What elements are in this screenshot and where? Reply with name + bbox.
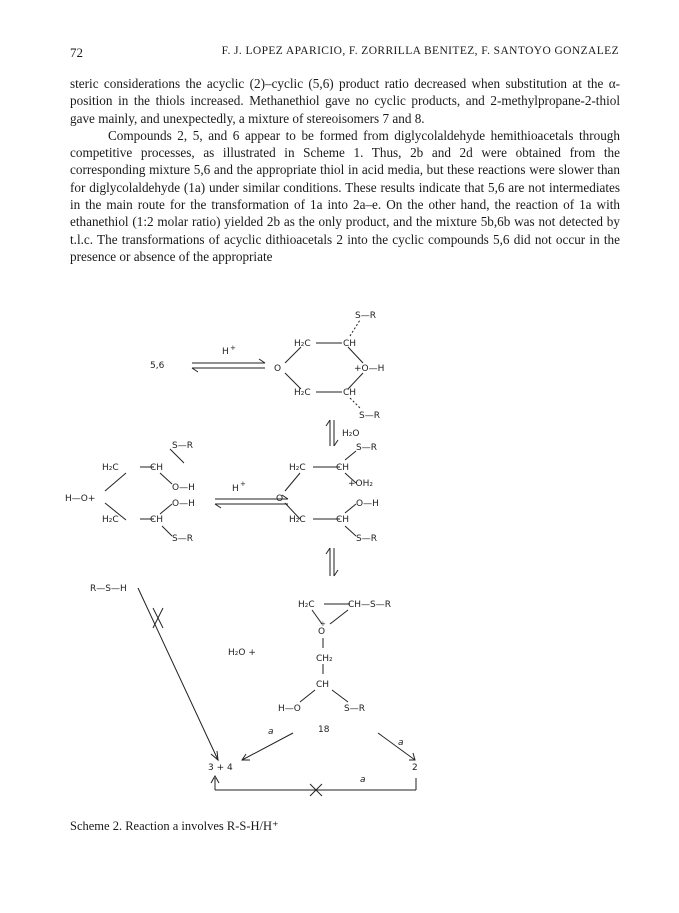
bot-ch: CH [316,680,330,690]
page-number: 72 [70,45,83,60]
running-header [70,45,619,61]
label-5-6: 5,6 [150,361,165,371]
top-sr-2: S—R [359,411,380,421]
body-text [70,75,620,265]
reaction-scheme [60,308,620,808]
label-a-bottom: a [360,775,366,785]
label-3-4: 3 + 4 [208,763,233,773]
left-oh-2: O—H [172,499,195,509]
rsh-label: R—S—H [90,584,127,594]
bot-o-plus-sup: + [320,620,326,628]
top-ch-1: CH [343,339,357,349]
bot-sr: S—R [344,704,365,714]
h-plus-top-sup: + [230,344,236,352]
left-h2c-1: H₂C [102,463,119,473]
bot-o-plus: O [318,627,326,637]
label-18: 18 [318,725,330,735]
h-plus-mid: H [232,484,239,494]
top-sr-1: S—R [355,311,376,321]
left-ch-1: CH [150,463,164,473]
top-h2c-2: H₂C [294,388,311,398]
left-oh-1: O—H [172,483,195,493]
scheme-drawing [60,308,620,808]
paragraph-2: Compounds 2, 5, and 6 appear to be formed from diglycolaldehyde hemithioacetals through competitive processes, as illustrated in Scheme 1. Thus, 2b and 2d were obtained from the corresponding mixture 5,6 and the appropriate thiol in acid media, but these reactions were slower than for diglycolaldehyde (1a) under similar conditions. These results indicate that 5,6 are not intermediates in the main route for the transformation of 1a into 2a–e. On the other hand, the reaction of 1a with ethanethiol (1:2 molar ratio) yielded 2b as the only product, and the mixture 5b,6b was not detected by t.l.c. The transformations of acyclic dithioacetals 2 into the cyclic compounds 5,6 did not occur in the presence or absence of the appropriate [70,127,620,264]
mid-h2c-2: H₂C [289,515,306,525]
left-ch-2: CH [150,515,164,525]
mid-oh: O—H [356,499,379,509]
label-a-left: a [268,727,274,737]
h-plus-top: H [222,347,229,357]
top-ch-2: CH [343,388,357,398]
mid-o: O [276,494,284,504]
mid-ch-1: CH [336,463,350,473]
mid-h2c-1: H₂C [289,463,306,473]
bot-h2c: H₂C [298,600,315,610]
label-a-right: a [398,738,404,748]
h2o-label: H₂O [342,429,360,439]
mid-sr-2: S—R [356,534,377,544]
label-2: 2 [412,763,418,773]
mid-oh2: +OH₂ [348,479,374,489]
left-sr-1: S—R [172,441,193,451]
bot-h-o: H—O [278,704,301,714]
author-line: F. J. LOPEZ APARICIO, F. ZORRILLA BENITEZ, F. SANTOYO GONZALEZ [221,45,619,57]
left-h-o-plus: H—O+ [65,494,96,504]
top-o-plus-h: +O—H [354,364,385,374]
mid-sr-1: S—R [356,443,377,453]
left-sr-2: S—R [172,534,193,544]
h2o-plus-label: H₂O + [228,648,256,658]
top-h2c-1: H₂C [294,339,311,349]
mid-ch-2: CH [336,515,350,525]
h-plus-mid-sup: + [240,480,246,488]
paragraph-1: steric considerations the acyclic (2)–cyclic (5,6) product ratio decreased when substitution at the α-position in the thiols increased. Methanethiol gave no cyclic products, and 2-methylpropane-2-thiol gave mainly, and unexpectedly, a mixture of stereoisomers 7 and 8. [70,76,620,126]
bot-ch2: CH₂ [316,654,333,664]
scheme-caption: Scheme 2. Reaction a involves R-S-H/H⁺ [70,819,279,833]
left-h2c-2: H₂C [102,515,119,525]
bot-ch-s-r: CH—S—R [348,600,392,610]
top-o: O [274,364,282,374]
